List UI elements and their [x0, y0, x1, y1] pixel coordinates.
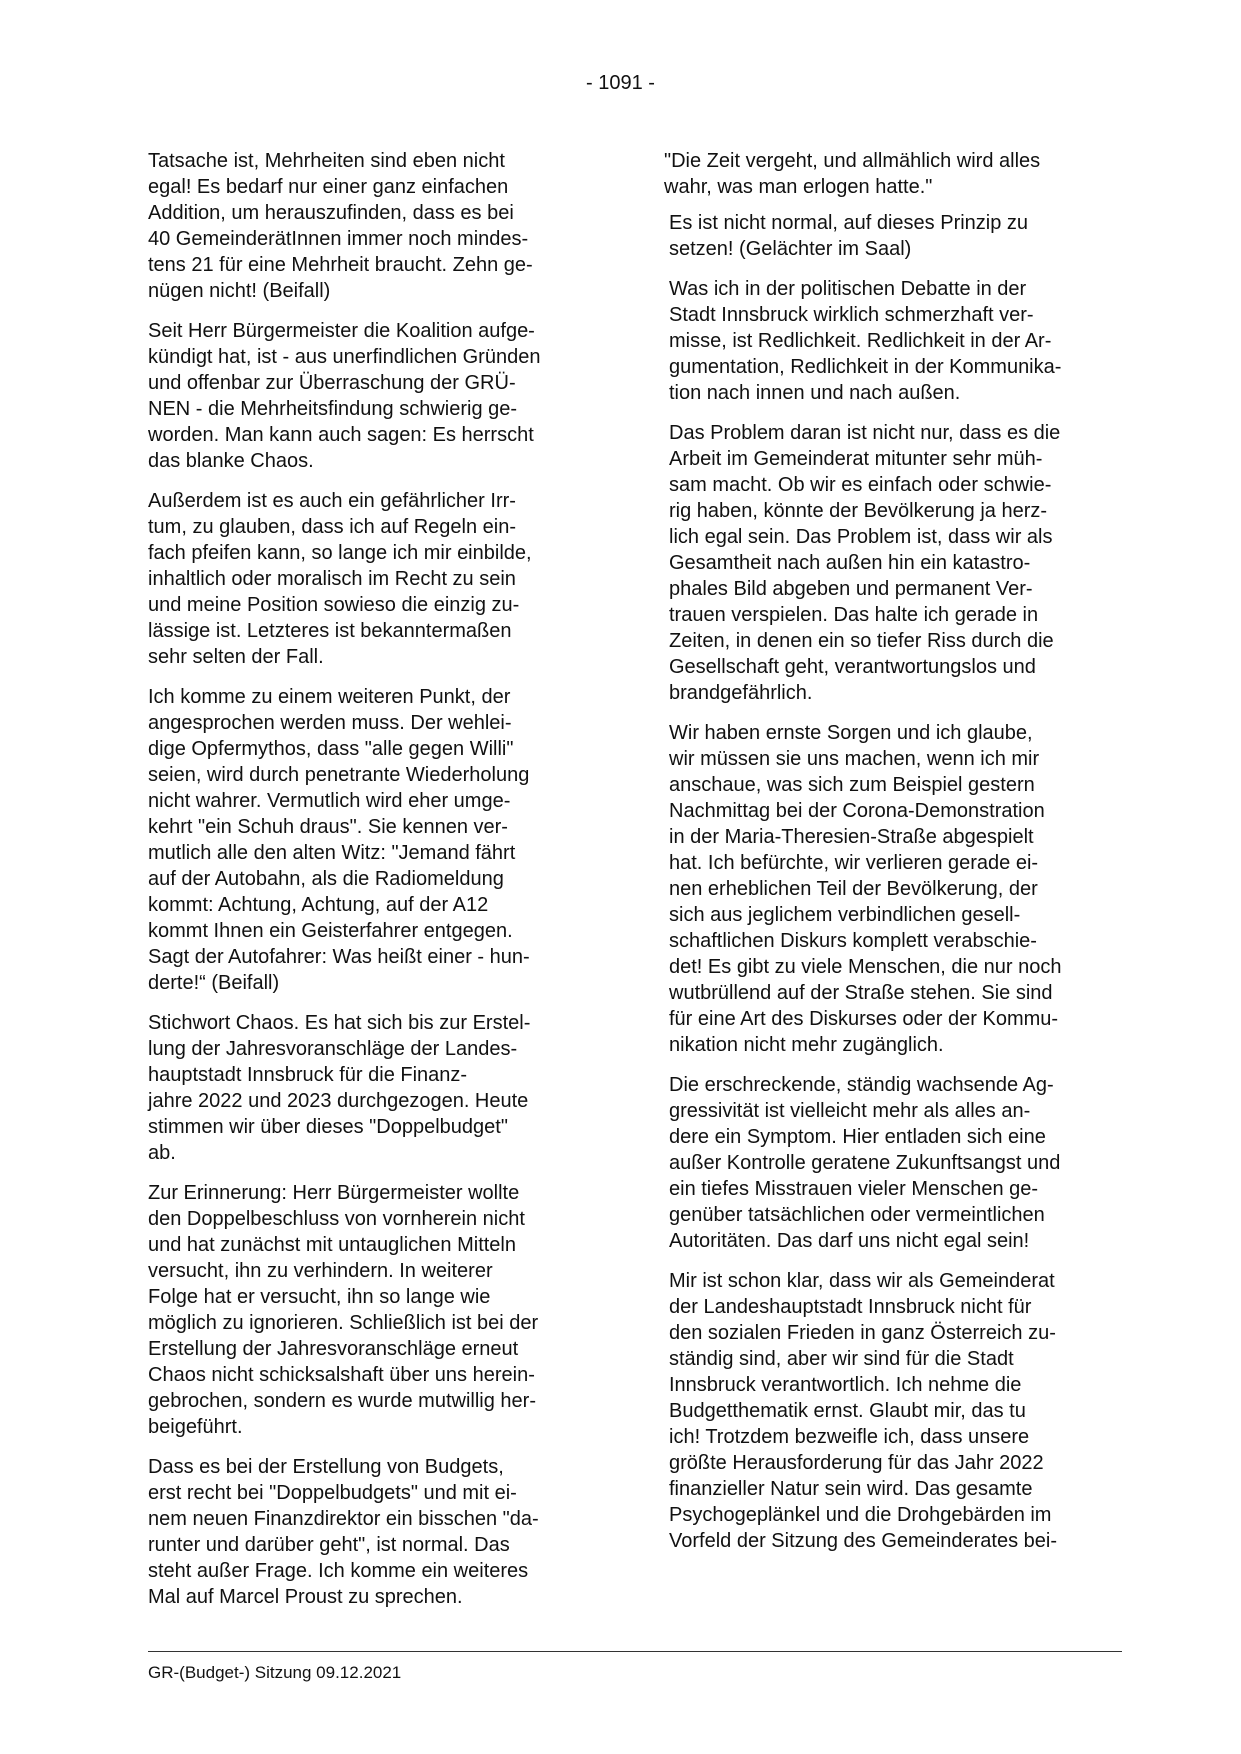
paragraph: Mir ist schon klar, dass wir als Gemeinderat der Landeshauptstadt Innsbruck nicht für den sozialen Frieden in ganz Österreich zu- ständig sind, aber wir sind für die Stadt Innsbruck verantwortlich. Ich nehme die Budgetthematik ernst. Glaubt mir, das tu ich! Trotzdem bezweifle ich, dass unsere größte Herausforderung für das Jahr 2022 finanzieller Natur sein wird. Das gesamte Psychogeplänkel und die Drohgebärden im Vorfeld der Sitzung des Gemeinderates bei- — [669, 1270, 1057, 1552]
footer-divider — [148, 1651, 1122, 1652]
left-column — [148, 148, 600, 1624]
proust-quote: "Die Zeit vergeht, und allmählich wird alles wahr, was man erlogen hatte." — [664, 150, 1041, 198]
paragraph: Stichwort Chaos. Es hat sich bis zur Erstel- lung der Jahresvoranschläge der Landes- hauptstadt Innsbruck für die Finanz- jahre 2022 und 2023 durchgezogen. Heute stimmen wir über dieses "Doppelbudget" ab. — [148, 1012, 531, 1164]
paragraph: Wir haben ernste Sorgen und ich glaube, wir müssen sie uns machen, wenn ich mir anschaue, was sich zum Beispiel gestern Nachmittag bei der Corona-Demonstration in der Maria-Theresien-Straße abgespielt hat. Ich befürchte, wir verlieren gerade ei- nen erheblichen Teil der Bevölkerung, der sich aus jeglichem verbindlichen gesell- schaftlichen Diskurs komplett verabschie- det! Es gibt zu viele Menschen, die nur noch wutbrüllend auf der Straße stehen. Sie sind für eine Art des Diskurses oder der Kommu- nikation nicht mehr zugänglich. — [669, 722, 1062, 1056]
page-number: - 1091 - — [586, 72, 655, 94]
paragraph: Tatsache ist, Mehrheiten sind eben nicht egal! Es bedarf nur einer ganz einfachen Addition, um herauszufinden, dass es bei 40 GemeinderätInnen immer noch mindes- tens 21 für eine Mehrheit braucht. Zehn ge- nügen nicht! (Beifall) — [148, 150, 533, 302]
paragraph: Seit Herr Bürgermeister die Koalition aufge- kündigt hat, ist - aus unerfindlichen Gründen und offenbar zur Überraschung der GRÜ- NEN - die Mehrheitsfindung schwierig ge- worden. Man kann auch sagen: Es herrscht das blanke Chaos. — [148, 320, 541, 472]
right-column — [664, 148, 1121, 1568]
paragraph: Außerdem ist es auch ein gefährlicher Irr- tum, zu glauben, dass ich auf Regeln ein- fach pfeifen kann, so lange ich mir einbilde, inhaltlich oder moralisch im Recht zu sein und meine Position sowieso die einzig zu- lässige ist. Letzteres ist bekanntermaßen sehr selten der Fall. — [148, 490, 532, 668]
paragraph: Ich komme zu einem weiteren Punkt, der angesprochen werden muss. Der wehlei- dige Opfermythos, dass "alle gegen Willi" seien, wird durch penetrante Wiederholung nicht wahrer. Vermutlich wird eher umge- kehrt "ein Schuh draus". Sie kennen ver- mutlich alle den alten Witz: "Jemand fährt auf der Autobahn, als die Radiomeldung kommt: Achtung, Achtung, auf der A12 kommt Ihnen ein Geisterfahrer entgegen. Sagt der Autofahrer: Was heißt einer - hun- derte!“ (Beifall) — [148, 686, 530, 994]
paragraph: Was ich in der politischen Debatte in der Stadt Innsbruck wirklich schmerzhaft ver- misse, ist Redlichkeit. Redlichkeit in der Ar- gumentation, Redlichkeit in der Kommunika- tion nach innen und nach außen. — [669, 278, 1062, 404]
paragraph: Zur Erinnerung: Herr Bürgermeister wollte den Doppelbeschluss von vornherein nicht und hat zunächst mit untauglichen Mitteln versucht, ihn zu verhindern. In weiterer Folge hat er versucht, ihn so lange wie möglich zu ignorieren. Schließlich ist bei der Erstellung der Jahresvoranschläge erneut Chaos nicht schicksalshaft über uns herein- gebrochen, sondern es wurde mutwillig her- beigeführt. — [148, 1182, 539, 1438]
footer-session-label: GR-(Budget-) Sitzung 09.12.2021 — [148, 1663, 402, 1682]
paragraph: Die erschreckende, ständig wachsende Ag- gressivität ist vielleicht mehr als alles an- dere ein Symptom. Hier entladen sich eine außer Kontrolle geratene Zukunftsangst und ein tiefes Misstrauen vieler Menschen ge- genüber tatsächlichen oder vermeintlichen Autoritäten. Das darf uns nicht egal sein! — [669, 1074, 1061, 1252]
paragraph: Es ist nicht normal, auf dieses Prinzip zu setzen! (Gelächter im Saal) — [669, 212, 1029, 260]
paragraph: Dass es bei der Erstellung von Budgets, erst recht bei "Doppelbudgets" und mit ei- nem neuen Finanzdirektor ein bisschen "da- runter und darüber geht", ist normal. Das steht außer Frage. Ich komme ein weiteres Mal auf Marcel Proust zu sprechen. — [148, 1456, 539, 1608]
paragraph: Das Problem daran ist nicht nur, dass es die Arbeit im Gemeinderat mitunter sehr müh- sam macht. Ob wir es einfach oder schwie- rig haben, könnte der Bevölkerung ja herz- lich egal sein. Das Problem ist, dass wir als Gesamtheit nach außen hin ein katastro- phales Bild abgeben und permanent Ver- trauen verspielen. Das halte ich gerade in Zeiten, in denen ein so tiefer Riss durch die Gesellschaft geht, verantwortungslos und brandgefährlich. — [669, 422, 1061, 704]
